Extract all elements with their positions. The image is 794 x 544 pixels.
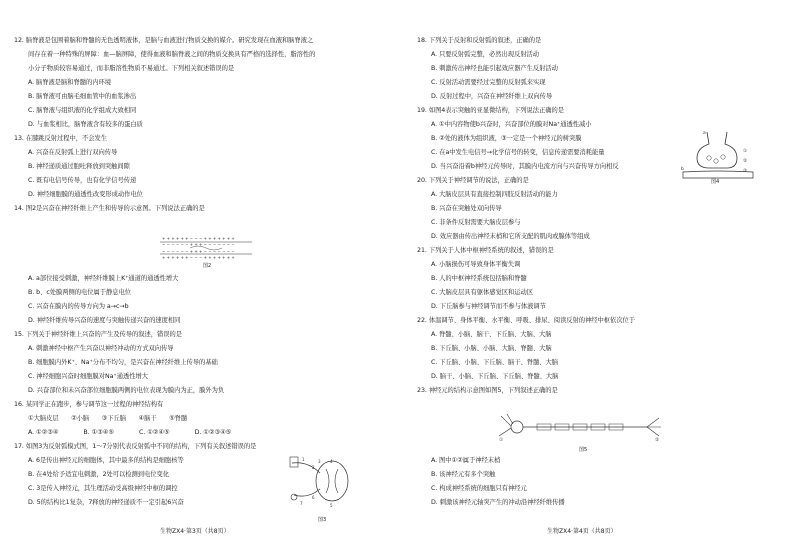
left-line-4: A. 脑脊液是脑和脊髓的内环境	[28, 79, 112, 86]
left-line-23: 16. 某同学正在跑步，参与调节这一过程的神经结构有	[14, 401, 164, 408]
figure-4-label-1: ①	[743, 149, 748, 154]
page-footer: 生物ZX4·第4页（共8页）	[547, 528, 617, 535]
left-line-28: B. 在4处给予适宜电刺激，2处可以检测到电位变化	[28, 471, 170, 478]
figure-4-label-a: a	[703, 131, 706, 136]
right-line-3: B. 刺激传出神经也能引起效应器产生反射活动	[431, 65, 558, 72]
left-line-16: C. 兴奋在膜内的传导方向为 a→c→b	[28, 303, 129, 310]
left-line-26: 17. 如图3为反射弧模式图，1～7分别代表反射弧中不同的结构，下列有关叙述错误的是	[14, 443, 257, 450]
right-line-12: A. 大脑皮层具有直接控制四肢反射活动的能力	[431, 191, 558, 198]
right-line-4: C. 反射活动需要经过完整的反射弧来实现	[431, 79, 546, 86]
left-line-6: C. 脑脊液与组织液的化学组成大致相同	[28, 107, 137, 114]
figure-5-neuron	[497, 412, 667, 442]
left-line-21: C. 神经细胞兴奋时细胞膜对Na⁺通透性增大	[28, 373, 148, 380]
right-line-26: 23. 神经元的结构示意图如图5，下列叙述正确的是	[417, 387, 558, 394]
figure-5-label-1: ①	[499, 438, 504, 443]
figure-4-label-b: b	[681, 167, 684, 172]
figure-4-label-2: ②	[743, 159, 748, 164]
right-line-23: B. 下丘脑、小脑、小脑、大脑、脊髓、大脑	[431, 345, 552, 352]
svg-text:2: 2	[312, 465, 315, 470]
right-line-24: C. 下丘脑、小脑、下丘脑、脑干、脊髓、大脑	[431, 359, 558, 366]
right-line-14: C. 非条件反射需要大脑皮层参与	[431, 219, 521, 226]
figure-3-reflex-arc	[290, 455, 352, 513]
left-line-20: B. 细胞膜内外K⁺、Na⁺分布不均匀，是兴奋在神经纤维上传导的基础	[28, 359, 218, 366]
page-footer: 生物ZX4·第3页（共8页）	[160, 528, 230, 535]
left-line-24: ①大脑皮层 ②小脑 ③下丘脑 ④脑干 ⑤脊髓	[28, 415, 188, 422]
left-line-13: 14. 图2是兴奋在神经纤维上产生和传导的示意图。下列说法正确的是	[14, 205, 205, 212]
figure-2-caption: 图2	[203, 263, 212, 269]
left-line-2: 间存在着一种特殊的屏障：血—脑屏障，使得血液和脑脊液之间的物质交换具有严格的选择性，脂溶性的	[28, 51, 316, 58]
left-line-11: C. 既有电信号传导，也有化学信号传递	[28, 177, 137, 184]
right-line-9: C. 在a中发生电信号→化学信号的转变，信息传递需要消耗能量	[431, 149, 605, 156]
figure-5-caption: 图5	[579, 447, 588, 453]
right-line-30: D. 刺激该神经元轴突产生的冲动沿神经纤维传播	[431, 499, 565, 506]
right-line-15: D. 效应器由传出神经末梢和它所支配的肌肉或腺体等组成	[431, 233, 590, 240]
right-line-7: A. ①中内容物使b兴奋时，兴奋部位的膜对Na⁺通透性减小	[431, 121, 592, 128]
right-line-17: A. 小脑损伤可导致身体平衡失调	[431, 261, 521, 268]
left-line-18: 15. 下列关于神经纤维上兴奋的产生及传导的叙述，错误的是	[14, 331, 182, 338]
svg-text:− − − − − − + + + − − − − − −: − − − − − − + + + − − − − − − −	[162, 249, 235, 254]
figure-4-label-3: ③	[743, 169, 748, 174]
right-line-13: B. 兴奋在突触处双向传导	[431, 205, 502, 212]
right-line-28: B. 该神经元有多个突触	[431, 471, 496, 478]
left-line-10: B. 神经递质通过胞吐释放到突触间隙	[28, 163, 130, 170]
left-line-1: 12. 脑脊液是包围着脑和脊髓的无色透明液体，是脑与血液进行物质交换的媒介。研究发现在血液和脑脊液之	[14, 37, 314, 44]
left-line-22: D. 兴奋部位和未兴奋部位细胞膜两侧的电位表现为膜内为正，膜外为负	[28, 387, 225, 394]
figure-2-nerve-fiber	[160, 236, 252, 260]
left-line-29: C. 3是传入神经元，其生理活动受高级神经中枢的调控	[28, 485, 178, 492]
left-line-15: B. b、c处膜两侧的电位属于静息电位	[28, 289, 131, 296]
svg-text:6: 6	[312, 495, 315, 500]
left-line-7: D. 与血浆相比，脑脊液含有较多的蛋白质	[28, 121, 143, 128]
left-line-3: 小分子物质较容易通过，而非脂溶性物质不易通过。下列相关叙述错误的是	[28, 65, 235, 72]
left-line-30: D. 5的结构比1复杂，7释放的神经递质不一定引起6兴奋	[28, 499, 184, 506]
right-line-22: A. 脊髓、小脑、脑干、下丘脑、大脑、大脑	[431, 331, 552, 338]
svg-text:+ + + + + + − − − + + + + + +: + + + + + + − − − + + + + + + +	[162, 255, 235, 260]
left-line-14: A. a部位接受刺激，神经纤维膜上K⁺通道的通透性增大	[28, 275, 179, 282]
svg-text:4: 4	[330, 459, 333, 464]
figure-3-caption: 图3	[318, 517, 327, 523]
svg-text:3: 3	[318, 459, 321, 464]
right-line-2: A. 只要反射弧完整，必然出现反射活动	[431, 51, 540, 58]
left-line-5: B. 脑脊液可由脑毛细血管中的血浆渗出	[28, 93, 137, 100]
right-line-27: A. 图中①②属于神经末梢	[431, 457, 501, 464]
right-line-20: D. 下丘脑参与神经调节而不参与体液调节	[431, 303, 546, 310]
right-line-25: D. 脑干、小脑、下丘脑、下丘脑、脊髓、大脑	[431, 373, 559, 380]
left-line-12: D. 神经细胞膜的通透性改变形成动作电位	[28, 191, 143, 198]
svg-text:1: 1	[302, 457, 305, 462]
right-line-19: C. 大脑皮层具有躯体感觉区和运动区	[431, 289, 533, 296]
right-line-21: 22. 体温调节、身体平衡、水平衡、呼吸、排尿、阅读反射的神经中枢依次位于	[417, 317, 635, 324]
right-page	[397, 0, 794, 544]
left-line-9: A. 兴奋在反射弧上进行双向传导	[28, 149, 118, 156]
right-line-5: D. 反射过程中，兴奋在神经纤维上双向传导	[431, 93, 553, 100]
svg-text:− − − − − − + + + − − − − − −: − − − − − − + + + − − − − − − −	[162, 242, 235, 247]
left-line-25: A. ①②③④ B. ①③④⑤ C. ①②④⑤ D. ①②③④⑤	[28, 429, 232, 436]
right-line-8: B. ②处的液体为组织液，③一定是一个神经元的树突膜	[431, 135, 582, 142]
figure-5-label-2: ②	[655, 438, 660, 443]
right-line-16: 21. 下列关于人体中枢神经系统的叙述，错误的是	[417, 247, 554, 254]
left-line-8: 13. 在膝跳反射过程中，不会发生	[14, 135, 108, 142]
right-line-6: 19. 如图4表示突触的亚显微结构，下列说法正确的是	[417, 107, 564, 114]
svg-text:7: 7	[300, 501, 303, 506]
figure-4-caption: 图4	[711, 179, 720, 185]
svg-text:+ + + + + + − − − + + + + + +: + + + + + + − − − + + + + + + +	[162, 236, 235, 241]
right-line-18: B. 人的中枢神经系统包括脑和脊髓	[431, 275, 527, 282]
left-line-19: A. 刺激神经中枢产生兴奋以神经冲动的方式双向传导	[28, 345, 174, 352]
right-line-1: 18. 下列关于反射和反射弧的叙述，正确的是	[417, 37, 542, 44]
right-line-11: 20. 下列关于神经调节的说法，正确的是	[417, 177, 529, 184]
left-line-17: D. 神经纤维传导兴奋的速度与突触传递兴奋的速度相同	[28, 317, 181, 324]
figure-4-synapse	[679, 130, 757, 180]
left-line-27: A. 6是传出神经元的细胞体，其中最多的结构是细胞核等	[28, 457, 184, 464]
right-line-29: C. 构成神经系统的细胞只有神经元	[431, 485, 527, 492]
right-line-10: D. 当兴奋沿着b神经元传导时，其膜内电流方向与兴奋传导方向相反	[431, 163, 619, 170]
svg-text:5: 5	[330, 503, 333, 508]
